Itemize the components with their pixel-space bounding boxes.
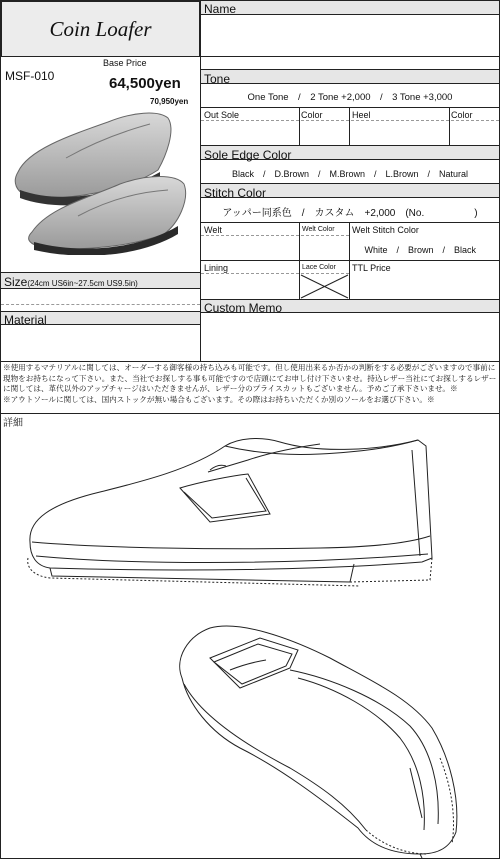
note-outsole: ※アウトソールに関しては、国内ストックが無い場合もございます。その際はお持ちいただくか別のソールをお選び下さい。※ — [3, 394, 435, 404]
details-label: 詳細 — [3, 418, 23, 429]
material-label: Material — [4, 313, 47, 327]
sole-edge-label: Sole Edge Color — [204, 148, 292, 162]
stitch-color-options[interactable]: アッパー同系色 / カスタム +2,000 (No. ) — [222, 208, 478, 219]
base-price: 64,500yen — [109, 75, 181, 92]
out-sole-field[interactable] — [201, 121, 299, 145]
note-material: ※使用するマテリアルに関しては、オーダーする御客様の持ち込みも可能です。但し使用出来るか否かの判断をする必要がございますので事前に現物をお持ちになって下さい。また、当社でお探しする事も可能ですので店頭にてお申し付け下さいませ。持込レザー当社にてお探しするレザーに関しては、革代以外のアップチャージはいただきませんが、レザー分のプライスカットもございません。予めご了承下さいませ。※ — [3, 363, 497, 393]
name-field[interactable] — [201, 15, 499, 57]
ttl-price-label: TTL Price — [352, 263, 391, 273]
welt-color-label: Welt Color — [302, 226, 335, 233]
custom-memo-field[interactable] — [201, 313, 499, 361]
lining-label: Lining — [204, 263, 229, 273]
name-header — [201, 1, 499, 15]
base-price-label: Base Price — [103, 58, 147, 68]
loafer-side-view-sketch — [20, 430, 445, 595]
tone-label: Tone — [204, 72, 231, 86]
welt-stitch-options[interactable]: White / Brown / Black — [364, 245, 476, 255]
ttl-price-field[interactable] — [350, 274, 499, 299]
sole-edge-options[interactable]: Black / D.Brown / M.Brown / L.Brown / Natural — [231, 169, 469, 179]
size-header — [1, 272, 200, 289]
sole-edge-header — [201, 145, 499, 160]
size-range: (24cm US6in~27.5cm US9.5in) — [27, 279, 138, 288]
welt-stitch-color-label: Welt Stitch Color — [352, 225, 419, 235]
title-box — [1, 1, 200, 57]
heel-label: Heel — [352, 110, 371, 120]
stitch-color-label: Stitch Color — [204, 186, 267, 200]
size-field[interactable] — [1, 295, 200, 305]
name-label: Name — [204, 2, 237, 16]
material-header — [1, 311, 200, 325]
tone-header — [201, 69, 499, 84]
out-sole-color-label: Color — [301, 110, 323, 120]
notes-block — [3, 363, 497, 405]
material-field[interactable] — [1, 326, 200, 360]
price-with-tax: 70,950yen — [150, 97, 189, 106]
lace-color-na-mark — [300, 274, 349, 299]
tone-options[interactable]: One Tone / 2 Tone +2,000 / 3 Tone +3,000 — [247, 92, 453, 103]
out-sole-label: Out Sole — [204, 110, 240, 120]
custom-memo-label: Custom Memo — [204, 301, 283, 315]
product-title: Coin Loafer — [49, 16, 152, 41]
welt-label: Welt — [204, 225, 222, 235]
loafer-rear-view-sketch — [170, 618, 470, 858]
heel-field[interactable] — [350, 121, 449, 145]
size-label: Size — [4, 275, 28, 289]
model-number: MSF-010 — [5, 69, 55, 83]
heel-color-label: Color — [451, 110, 473, 120]
lace-color-label: Lace Color — [302, 264, 336, 271]
custom-memo-header — [201, 299, 499, 313]
shoe-photo — [8, 100, 193, 255]
stitch-color-header — [201, 183, 499, 198]
